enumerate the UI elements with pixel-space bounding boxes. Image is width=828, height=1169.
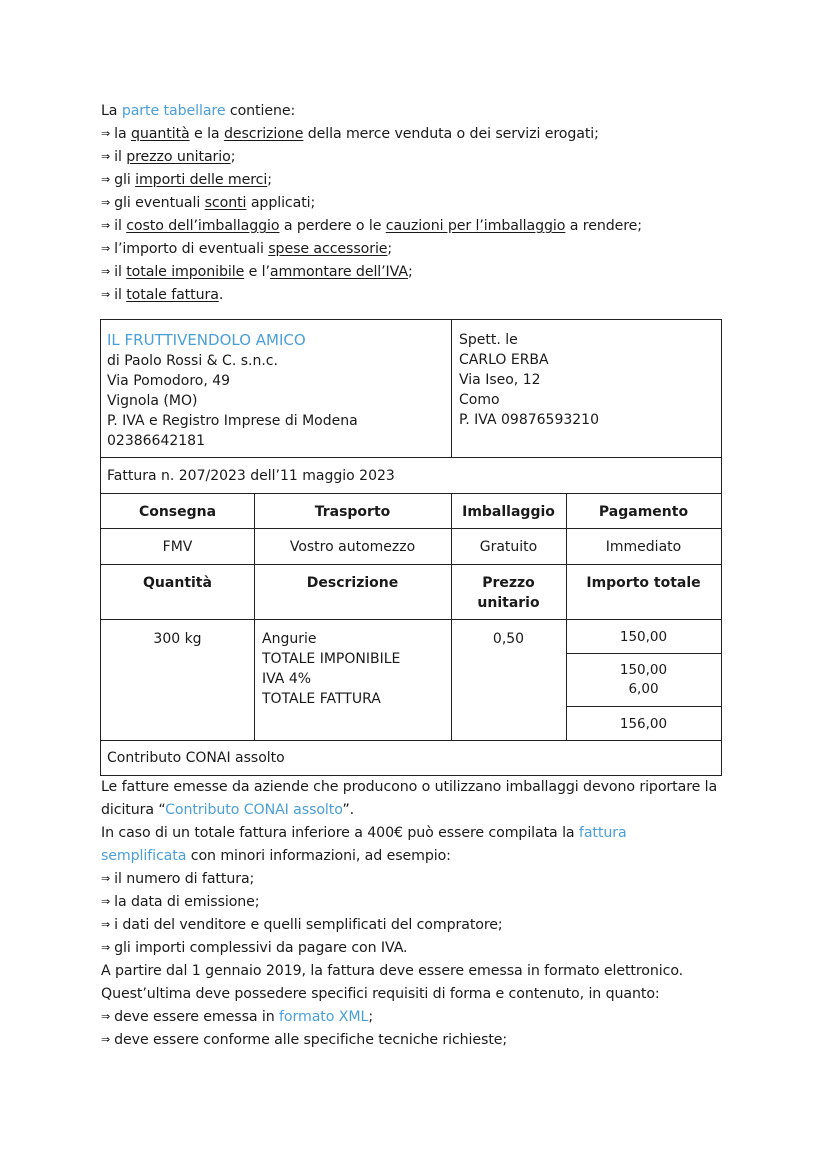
highlight-term: Contributo CONAI assolto xyxy=(165,802,343,818)
highlight-term: parte tabellare xyxy=(121,103,226,119)
list-item: ⇒ l’importo di eventuali spese accessorie; xyxy=(101,241,393,257)
highlight-term: semplificata xyxy=(101,848,187,864)
value-pagamento: Immediato xyxy=(605,539,682,555)
header-quantita: Quantità xyxy=(143,575,212,591)
item-amount: 150,00 xyxy=(619,629,668,645)
seller-line: 02386642181 xyxy=(107,433,205,449)
list-item: ⇒ la quantità e la descrizione della merce venduta o dei servizi erogati; xyxy=(101,126,599,142)
header-unitario: unitario xyxy=(477,595,540,611)
paragraph-line: semplificata con minori informazioni, ad esempio: xyxy=(101,848,451,864)
taxable-amount: 150,00 xyxy=(619,662,668,678)
list-item: ⇒ gli importi complessivi da pagare con IVA. xyxy=(101,940,408,956)
value-imballaggio: Gratuito xyxy=(479,539,538,555)
divider xyxy=(451,493,452,740)
header-importo: Importo totale xyxy=(586,575,701,591)
paragraph-line: dicitura “Contributo CONAI assolto”. xyxy=(101,802,354,818)
list-item: ⇒ il costo dell’imballaggio a perdere o le cauzioni per l’imballaggio a rendere; xyxy=(101,218,642,234)
divider xyxy=(566,706,721,707)
header-pagamento: Pagamento xyxy=(598,504,689,520)
divider xyxy=(451,320,452,457)
intro-line: La parte tabellare contiene: xyxy=(101,103,296,119)
arrow-icon: ⇒ xyxy=(101,127,111,140)
divider xyxy=(101,619,721,620)
list-item: ⇒ la data di emissione; xyxy=(101,894,260,910)
item-description: IVA 4% xyxy=(262,671,312,687)
divider xyxy=(566,493,567,740)
buyer-line: Via Iseo, 12 xyxy=(459,372,541,388)
buyer-line: Como xyxy=(459,392,500,408)
paragraph-line: Quest’ultima deve possedere specifici requisiti di forma e contenuto, in quanto: xyxy=(101,986,660,1002)
arrow-icon: ⇒ xyxy=(101,196,111,209)
header-prezzo: Prezzo xyxy=(482,575,535,591)
value-consegna: FMV xyxy=(162,539,193,555)
list-item: ⇒ il totale imponibile e l’ammontare dell’IVA; xyxy=(101,264,413,280)
value-trasporto: Vostro automezzo xyxy=(289,539,416,555)
highlight-term: formato XML xyxy=(279,1009,369,1025)
arrow-icon: ⇒ xyxy=(101,219,111,232)
paragraph-line: A partire dal 1 gennaio 2019, la fattura deve essere emessa in formato elettronico. xyxy=(101,963,684,979)
divider xyxy=(101,528,721,529)
buyer-line: Spett. le xyxy=(459,332,518,348)
arrow-icon: ⇒ xyxy=(101,173,111,186)
arrow-icon: ⇒ xyxy=(101,872,111,885)
divider xyxy=(101,564,721,565)
list-item: ⇒ il totale fattura. xyxy=(101,287,224,303)
item-quantity: 300 kg xyxy=(153,631,202,647)
buyer-line: CARLO ERBA xyxy=(459,352,549,368)
seller-line: Vignola (MO) xyxy=(107,393,198,409)
paragraph-line: In caso di un totale fattura inferiore a 400€ può essere compilata la fattura xyxy=(101,825,627,841)
header-imballaggio: Imballaggio xyxy=(462,504,555,520)
buyer-line: P. IVA 09876593210 xyxy=(459,412,599,428)
vat-amount: 6,00 xyxy=(628,681,659,697)
arrow-icon: ⇒ xyxy=(101,1010,111,1023)
list-item: ⇒ il prezzo unitario; xyxy=(101,149,236,165)
seller-line: Via Pomodoro, 49 xyxy=(107,373,231,389)
arrow-icon: ⇒ xyxy=(101,288,111,301)
list-item: ⇒ gli importi delle merci; xyxy=(101,172,272,188)
paragraph-line: Le fatture emesse da aziende che producono o utilizzano imballaggi devono riportare la xyxy=(101,779,718,795)
arrow-icon: ⇒ xyxy=(101,895,111,908)
grand-total: 156,00 xyxy=(619,716,668,732)
list-item: ⇒ deve essere emessa in formato XML; xyxy=(101,1009,373,1025)
invoice-number: Fattura n. 207/2023 dell’11 maggio 2023 xyxy=(107,468,395,484)
divider xyxy=(101,457,721,458)
invoice-footer: Contributo CONAI assolto xyxy=(107,750,285,766)
header-trasporto: Trasporto xyxy=(314,504,391,520)
header-descrizione: Descrizione xyxy=(306,575,399,591)
arrow-icon: ⇒ xyxy=(101,918,111,931)
divider xyxy=(566,653,721,654)
list-item: ⇒ il numero di fattura; xyxy=(101,871,255,887)
divider xyxy=(101,740,721,741)
item-description: Angurie xyxy=(262,631,317,647)
arrow-icon: ⇒ xyxy=(101,242,111,255)
divider xyxy=(254,493,255,740)
list-item: ⇒ i dati del venditore e quelli semplificati del compratore; xyxy=(101,917,503,933)
seller-line: P. IVA e Registro Imprese di Modena xyxy=(107,413,358,429)
item-description: TOTALE FATTURA xyxy=(262,691,381,707)
highlight-term: fattura xyxy=(578,825,627,841)
arrow-icon: ⇒ xyxy=(101,265,111,278)
arrow-icon: ⇒ xyxy=(101,150,111,163)
arrow-icon: ⇒ xyxy=(101,1033,111,1046)
invoice-table xyxy=(100,319,722,776)
item-price: 0,50 xyxy=(492,631,525,647)
list-item: ⇒ gli eventuali sconti applicati; xyxy=(101,195,316,211)
list-item: ⇒ deve essere conforme alle specifiche tecniche richieste; xyxy=(101,1032,508,1048)
header-consegna: Consegna xyxy=(138,504,217,520)
arrow-icon: ⇒ xyxy=(101,941,111,954)
item-description: TOTALE IMPONIBILE xyxy=(262,651,401,667)
seller-line: di Paolo Rossi & C. s.n.c. xyxy=(107,353,278,369)
divider xyxy=(101,493,721,494)
seller-name: IL FRUTTIVENDOLO AMICO xyxy=(107,331,306,349)
